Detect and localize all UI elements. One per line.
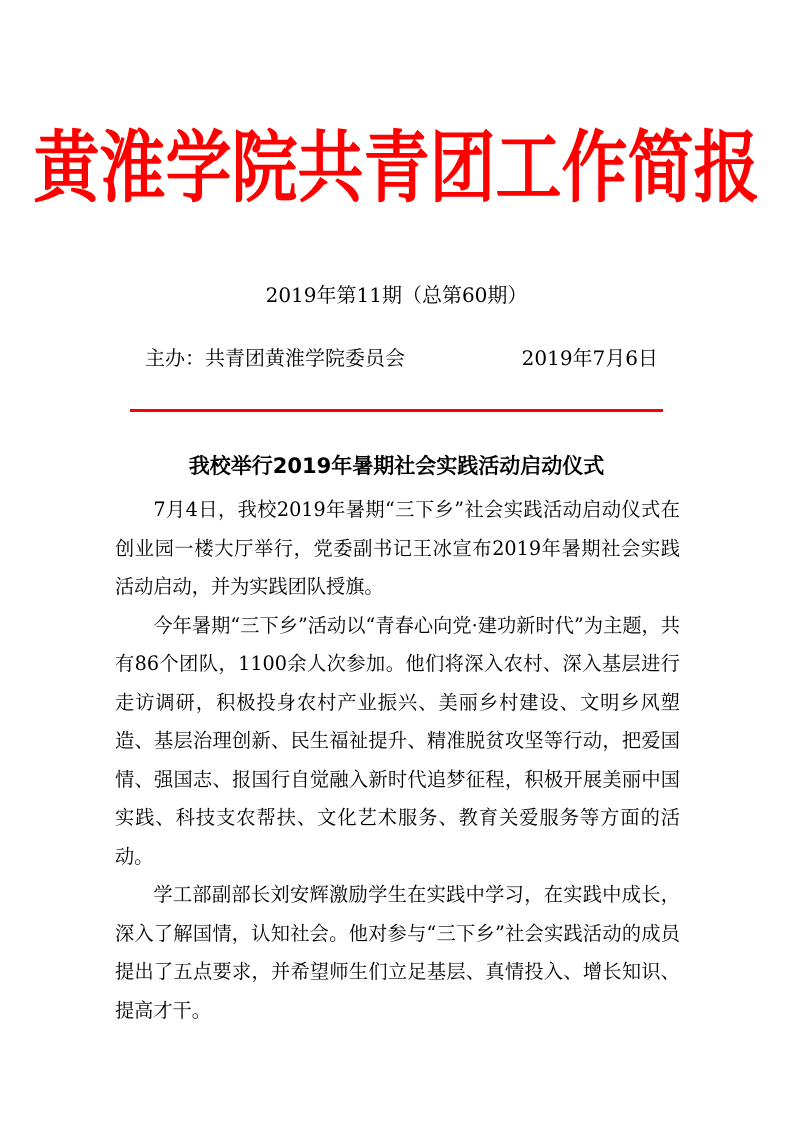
article-paragraph-1: 7月4日，我校2019年暑期“三下乡”社会实践活动启动仪式在创业园一楼大厅举行，党委副书记王冰宣布2019年暑期社会实践活动启动，并为实践团队授旗。 xyxy=(115,498,680,598)
article-paragraph-3: 学工部副部长刘安辉激励学生在实践中学习，在实践中成长，深入了解国情，认知社会。他对参与“三下乡”社会实践活动的成员提出了五点要求，并希望师生们立足基层、真情投入、增长知识、提高才干。 xyxy=(115,883,680,1022)
newsletter-masthead: 黄淮学院共青团工作简报 xyxy=(33,122,760,214)
article-body xyxy=(115,491,680,1030)
article-paragraph-2: 今年暑期“三下乡”活动以“青春心向党·建功新时代”为主题，共有86个团队，1100余人次参加。他们将深入农村、深入基层进行走访调研，积极投身农村产业振兴、美丽乡村建设、文明乡风塑造、基层治理创新、民生福祉提升、精准脱贫攻坚等行动，把爱国情、强国志、报国行自觉融入新时代追梦征程，积极开展美丽中国实践、科技支农帮扶、文化艺术服务、教育关爱服务等方面的活动。 xyxy=(115,613,680,868)
red-divider-line xyxy=(130,409,663,412)
article-title: 我校举行2019年暑期社会实践活动启动仪式 xyxy=(188,454,605,478)
sponsor-line: 主办：共青团黄淮学院委员会 xyxy=(145,346,405,370)
issue-number: 2019年第11期（总第60期） xyxy=(265,283,528,307)
publish-date: 2019年7月6日 xyxy=(521,346,658,370)
